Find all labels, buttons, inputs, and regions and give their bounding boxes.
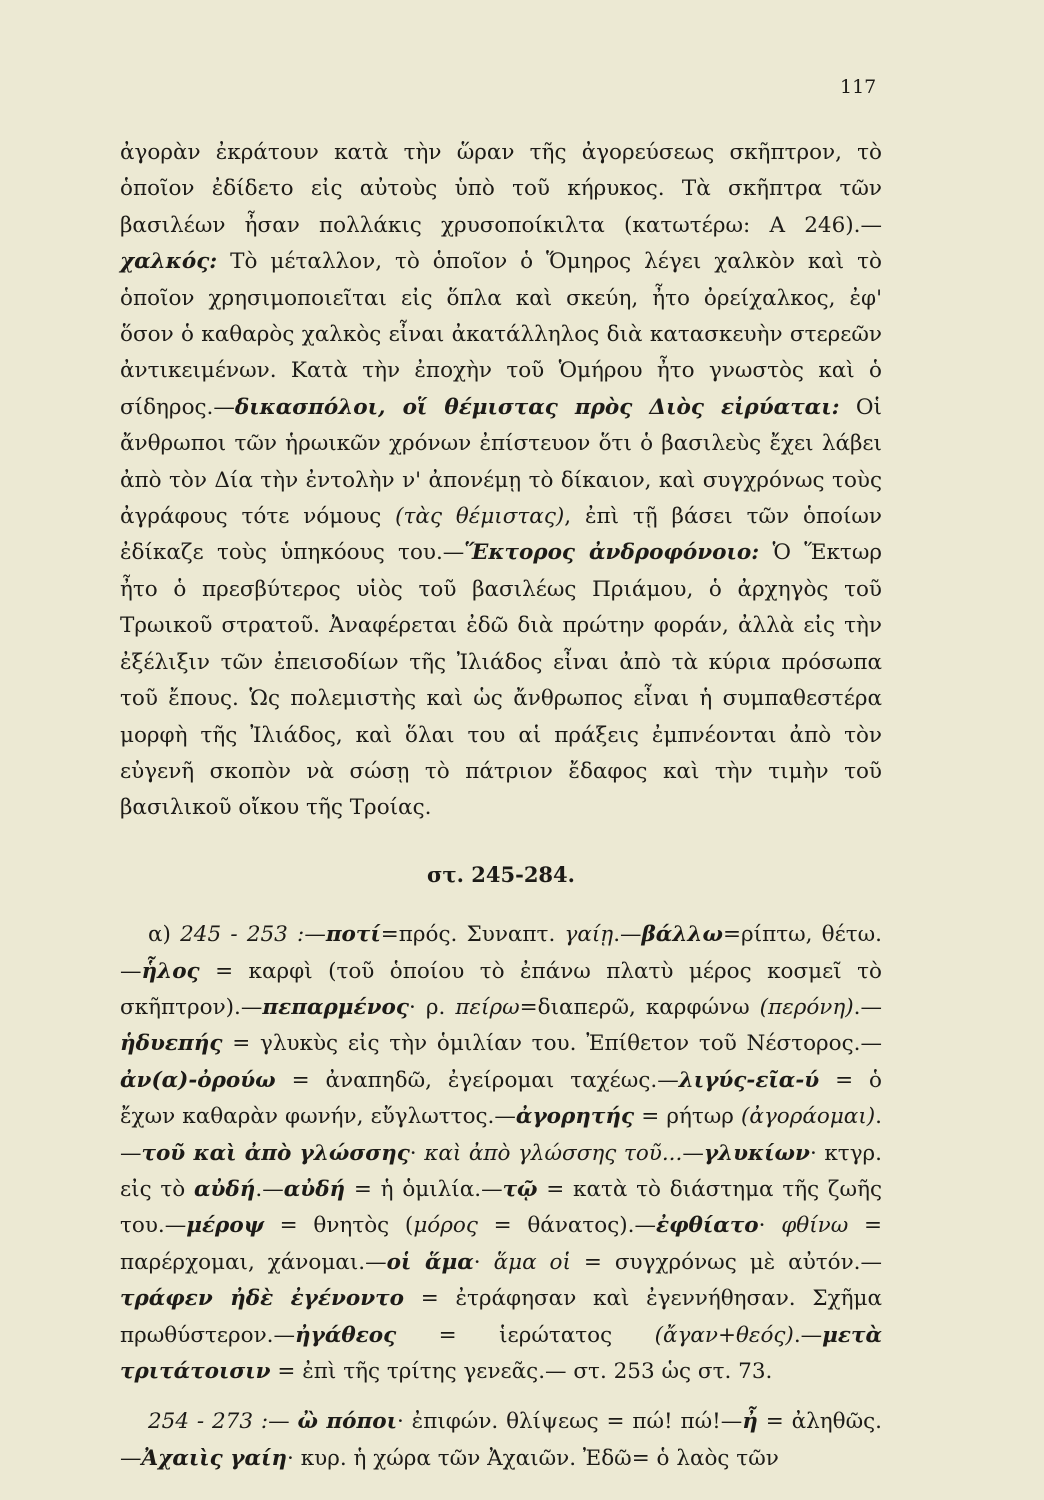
- lemma: βάλλω: [641, 922, 723, 948]
- lemma: ἀγορητής: [515, 1104, 635, 1130]
- text: = κατὰ τὸ διάστημα τῆς ζωῆς του.—: [120, 1176, 882, 1239]
- lemma: δικασπόλοι, οἵ θέμιστας πρὸς Διὸς εἰρύαται:: [234, 394, 840, 420]
- section-heading: στ. 245-284.: [427, 861, 575, 887]
- text: · κυρ. ἡ χώρα τῶν Ἀχαιῶν. Ἐδῶ= ὁ λαὸς τῶν: [287, 1445, 779, 1471]
- text: = συγχρόνως μὲ αὐτόν.—: [570, 1249, 883, 1275]
- lemma: χαλκός:: [120, 249, 218, 275]
- text: = γλυκὺς εἰς τὴν ὁμιλίαν του. Ἐπίθετον τοῦ Νέστορος.—: [222, 1031, 882, 1057]
- text: .—: [793, 1322, 823, 1348]
- lemma: ἐφθίατο: [656, 1213, 759, 1239]
- paragraph-commentary-1: [120, 135, 882, 827]
- italic-note: ἅμα οἱ: [493, 1249, 571, 1275]
- italic-note: καὶ ἀπὸ γλώσσης τοῦ...: [424, 1140, 683, 1166]
- text: .—: [613, 922, 642, 948]
- paragraph-lines-254-273: [120, 1404, 882, 1477]
- lemma: Ἕκτορος ἀνδροφόνοιο:: [464, 540, 760, 566]
- text: = καρφὶ (τοῦ ὁποίου τὸ ἐπάνω πλατὺ μέρος κοσμεῖ τὸ σκῆπτρον).—: [120, 958, 882, 1020]
- lemma: πεπαρμένος: [262, 994, 409, 1020]
- sub-label: α): [148, 922, 171, 948]
- lemma: ἠγάθεος: [295, 1322, 397, 1348]
- line-range: 254 - 273 :: [148, 1409, 269, 1435]
- lemma: αὐδή: [193, 1176, 256, 1202]
- text: = ἀναπηδῶ, ἐγείρομαι ταχέως.—: [275, 1067, 679, 1093]
- lemma: τοῦ καὶ ἀπὸ γλώσσης: [141, 1140, 410, 1166]
- lemma: αὐδή: [283, 1176, 346, 1202]
- lemma: ἡδυεπής: [120, 1031, 223, 1057]
- text: , ἐπὶ τῇ βάσει τῶν ὁποίων ἐδίκαζε τοὺς ὑπηκόους του.—: [120, 504, 882, 566]
- text: = ἐπὶ τῆς τρίτης γενεᾶς.— στ. 253 ὡς στ. 73.: [270, 1359, 773, 1384]
- italic-note: πείρω: [455, 994, 520, 1020]
- text: .—: [120, 1104, 882, 1166]
- text: = ἐτράφησαν καὶ ἐγεννήθησαν. Σχῆμα πρωθύστερον.—: [120, 1286, 882, 1348]
- page-number: 117: [840, 76, 877, 98]
- text: =ρίπτω, θέτω.—: [120, 922, 883, 984]
- text: · ἐπιφών. θλίψεως = πώ! πώ!—: [396, 1409, 743, 1435]
- italic-note: (ἀγοράομαι): [741, 1104, 876, 1130]
- italic-note: (ἄγαν+θεός): [654, 1322, 794, 1348]
- text: = ἱερώτατος: [396, 1322, 655, 1348]
- lemma: τράφεν ἠδὲ ἐγένοντο: [120, 1286, 404, 1312]
- text: ·: [758, 1213, 782, 1239]
- text: = ἀληθῶς.—: [120, 1409, 883, 1471]
- italic-note: φθίνω: [781, 1213, 849, 1239]
- page-text: [120, 135, 882, 1477]
- text: Τὸ μέταλλον, τὸ ὁποῖον ὁ Ὅμηρος λέγει χαλκὸν καὶ τὸ ὁποῖον χρησιμοποιεῖται εἰς ὅπλα καὶ σκεύη, ἦτο ὀρείχαλκος, ἐφ' ὅσον ὁ καθαρὸς χαλκὸς εἶναι ἀκατάλληλος διὰ κατασκευὴν στερεῶν ἀντικειμένων. Κατὰ τὴν ἐποχὴν τοῦ Ὁμήρου ἦτο γνωστὸς καὶ ὁ σίδηρος.—: [120, 249, 882, 420]
- text: —: [268, 1409, 298, 1435]
- lemma: μέροψ: [186, 1213, 264, 1239]
- lemma: γλυκίων: [703, 1140, 810, 1166]
- text: = παρέρχομαι, χάνομαι.—: [120, 1213, 882, 1275]
- text: Ὁ Ἕκτωρ ἦτο ὁ πρεσβύτερος υἱὸς τοῦ βασιλέως Πριάμου, ὁ ἀρχηγὸς τοῦ Τρωικοῦ στρατοῦ. Ἀναφέρεται ἐδῶ διὰ πρώτην φοράν, ἀλλὰ εἰς τὴν ἐξέλιξιν τῶν ἐπεισοδίων τῆς Ἰλιάδος εἶναι ἀπὸ τὰ κύρια πρόσωπα τοῦ ἔπους. Ὡς πολεμιστὴς καὶ ὡς ἄνθρωπος εἶναι ἡ συμπαθεστέρα μορφὴ τῆς Ἰλιάδος, καὶ ὅλαι του αἱ πράξεις ἐμπνέονται ἀπὸ τὸν εὐγενῆ σκοπὸν νὰ σώσῃ τὸ πάτριον ἔδαφος καὶ τὴν τιμὴν τοῦ βασιλικοῦ οἴκου τῆς Τροίας.: [120, 540, 882, 821]
- text: —: [304, 922, 326, 948]
- lemma: Ἀχαιὶς γαίη: [141, 1445, 288, 1471]
- lemma: ὢ πόποι: [297, 1409, 397, 1435]
- text: = ρήτωρ: [634, 1104, 742, 1130]
- italic-note: (περόνη): [759, 994, 854, 1020]
- paragraph-lines-245-253: [120, 917, 882, 1390]
- lemma: οἱ ἅμα: [386, 1249, 474, 1275]
- text: = ἡ ὁμιλία.—: [345, 1176, 503, 1202]
- text: · ρ.: [408, 994, 456, 1020]
- lemma: τῷ: [502, 1176, 538, 1202]
- text: =διαπερῶ, καρφώνω: [519, 994, 760, 1020]
- text: =πρός. Συναπτ.: [380, 922, 565, 948]
- italic-note: γαίῃ: [564, 922, 614, 948]
- lemma: λιγύς-εῖα-ύ: [678, 1067, 820, 1093]
- lemma: μετὰ τριτάτοισιν: [120, 1322, 882, 1384]
- text: .—: [255, 1176, 284, 1202]
- text: Οἱ ἄνθρωποι τῶν ἡρωικῶν χρόνων ἐπίστευον ὅτι ὁ βασιλεὺς ἔχει λάβει ἀπὸ τὸν Δία τὴν ἐντολὴν ν' ἀπονέμῃ τὸ δίκαιον, καὶ συγχρόνως τοὺς ἀγράφους τότε νόμους: [120, 394, 882, 530]
- lemma: ποτί: [325, 922, 381, 948]
- italic-note: (τὰς θέμιστας): [395, 504, 565, 530]
- text: ἀγορὰν ἐκράτουν κατὰ τὴν ὥραν τῆς ἀγορεύσεως σκῆπτρον, τὸ ὁποῖον ἐδίδετο εἰς αὐτοὺς ὑπὸ τοῦ κήρυκος. Τὰ σκῆπτρα τῶν βασιλέων ἦσαν πολλάκις χρυσοποίκιλτα (κατωτέρω: Α 246).—: [120, 140, 882, 238]
- text: —: [682, 1140, 704, 1166]
- text: = θάνατος).—: [477, 1213, 657, 1239]
- lemma: ἀν(α)-ὀρούω: [120, 1067, 276, 1093]
- text: ·: [473, 1249, 494, 1275]
- text: .—: [853, 994, 882, 1020]
- text: = ὁ ἔχων καθαρὰν φωνήν, εὔγλωττος.—: [120, 1067, 882, 1130]
- line-range: 245 - 253 :: [170, 922, 305, 948]
- lemma: ἦ: [742, 1409, 758, 1435]
- italic-note: μόρος: [413, 1213, 478, 1239]
- text: · κτγρ. εἰς τὸ: [120, 1140, 883, 1202]
- lemma: ἧλος: [141, 958, 200, 984]
- text: = θνητὸς (: [263, 1213, 414, 1239]
- text: ·: [409, 1140, 425, 1166]
